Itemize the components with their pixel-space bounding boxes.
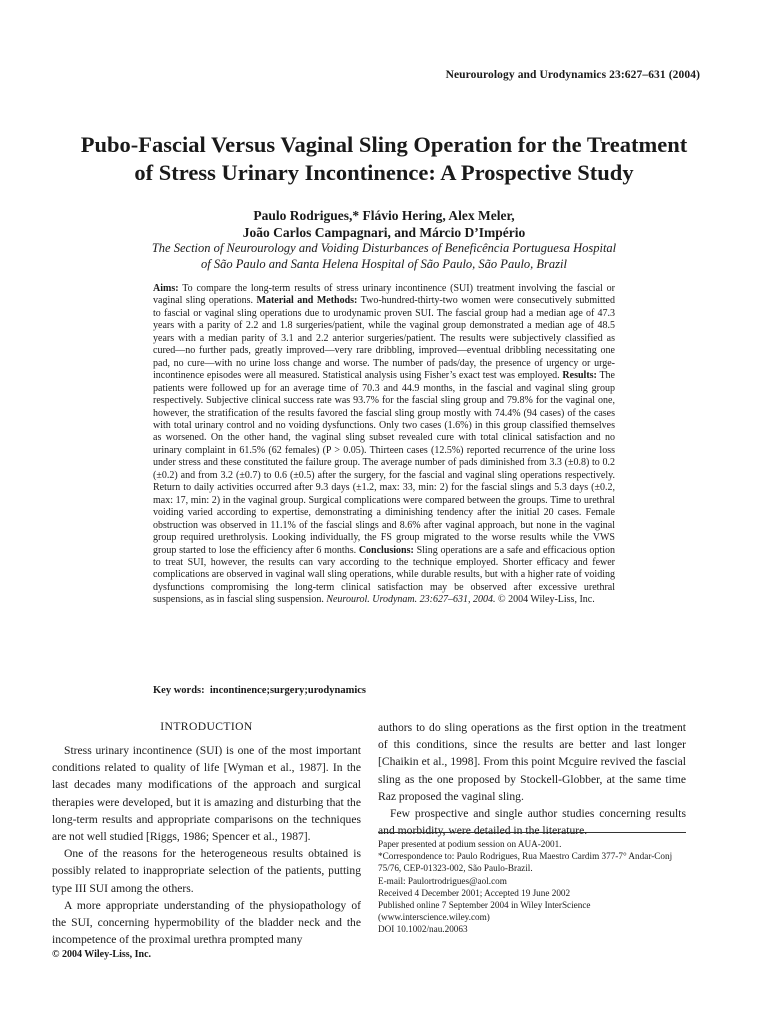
journal-citation: Neurourology and Urodynamics 23:627–631 (2004) [445,69,700,81]
title-line-1: Pubo-Fascial Versus Vaginal Sling Operation for the Treatment [80,132,688,157]
aims-text: To compare the long-term results of stress urinary incontinence (SUI) treatment involving the fascial or vaginal sling operations. [153,283,615,307]
body-column-right [378,719,686,839]
page-copyright: © 2004 Wiley-Liss, Inc. [52,949,152,960]
keywords-label: Key words: [153,685,205,696]
conclusions-label: Conclusions: [358,544,414,556]
footnote-email: E-mail: Paulortrodrigues@aol.com [378,875,507,886]
author-list [40,207,728,241]
keywords [153,685,615,696]
authors-line-2: João Carlos Campagnari, and Márcio D’Império [242,225,526,240]
keywords-text: incontinence;surgery;urodynamics [209,685,367,696]
results-label: Results: [562,370,597,382]
abstract [153,283,615,607]
results-text: The patients were followed up for an average time of 70.3 and 44.9 months, in the fascial and vaginal sling group respectively. Subjective clinical success rate was 93.7% for the fascial sling group and 79.8% for the vaginal one, however, the stratification of the results favored the fascial sling group mostly with 74.4% (94 cases) of the cases with total urinary control and no voiding dysfunctions. Only two cases (1.6%) in this group classified themselves as worsened. On the other hand, the vaginal sling subset revealed cure with total clinical satisfaction and no urinary complaint in 61.5% (62 females) (P > 0.05). Thirteen cases (12.5%) reported recurrence of the urine loss under stress and these constituted the failure group. The average number of pads diminished from 3.3 (±0.8) to 0.2 (±0.2) and from 3.2 (±0.7) to 0.6 (±0.5) after the surgery, for the fascial and vaginal sling operations respectively. Return to daily activities occurred after 9.3 days (±1.2, max: 33, min: 2) for the fascial slings and 5.3 days (±0.2, max: 17, min: 2) in the vaginal group. Surgical complications were compared between the groups. Time to urethral voiding varied according to expertise, demonstrating a diminishing tendency after the initial 20 cases. Female obstruction was observed in 11.1% of the fascial slings and 8.6% after vaginal approach, but none in the vaginal group required urethrolysis. Looking individually, the FS group migrated to the worse results while the VWS group started to lose the efficiency after 6 months. [153,370,615,556]
affiliation-line-2: of São Paulo and Santa Helena Hospital of São Paulo, São Paulo, Brazil [201,257,567,271]
footnotes [378,832,686,936]
methods-label: Material and Methods: [256,295,358,307]
methods-text: Two-hundred-thirty-two women were consecutively submitted to fascial or vaginal sling operations due to urodynamic proven SUI. The fascial group had a median age of 47.3 years with a parity of 2.2 and 1.8 surgeries/patient, while the vaginal group demonstrated a median age of 48.5 years with a median parity of 3.1 and 2.2 anterior surgeries/patient. The results were subjectively classified as cured—no further pads, greatly improved—very rare dribbling, improved—eventual dribbling necessitating one pad, no cure—with no urine loss change and worse. The number of pads/day, the presence of urgency or urge-incontinence episodes were all measured. Statistical analysis using Fisher’s exact test was employed. [153,295,615,382]
article-title [40,131,728,187]
body-paragraph-1: Stress urinary incontinence (SUI) is one of the most important conditions related to quality of life [Wyman et al., 1987]. In the last decades many modifications of the approach and surgical therapies were developed, but it is amazing and disturbing that the long-term results and appropriate comparisons on the techniques are not well studied [Riggs, 1986; Spencer et al., 1987]. [52,744,361,844]
footnote-doi: DOI 10.1002/nau.20063 [378,924,468,935]
authors-line-1: Paulo Rodrigues,* Flávio Hering, Alex Meler, [253,208,515,223]
aims-label: Aims: [153,283,179,294]
affiliation-line-1: The Section of Neurourology and Voiding Disturbances of Beneficência Portuguesa Hospital [151,241,617,255]
title-line-2: of Stress Urinary Incontinence: A Prospective Study [134,160,634,185]
footnote-correspondence: *Correspondence to: Paulo Rodrigues, Rua Maestro Cardim 377-7° Andar-Conj 75/76, CEP-01323-002, São Paulo-Brazil. [378,851,673,874]
abstract-citation: Neurourol. Urodynam. 23:627–631, 2004. [326,594,496,606]
body-paragraph-3-continued: authors to do sling operations as the first option in the treatment of this conditions, since the results are better and last longer [Chaikin et al., 1998]. From this point Mcguire revived the fascial sling as the one proposed by Stockell-Globber, at the same time Raz proposed the vaginal sling. [378,721,686,803]
abstract-copyright: © 2004 Wiley-Liss, Inc. [495,594,595,606]
body-column-left [52,718,361,948]
body-paragraph-4: Few prospective and single author studies concerning results and morbidity, were detailed in the literature. [378,807,686,838]
body-paragraph-3: A more appropriate understanding of the physiopathology of the SUI, concerning hypermobility of the bladder neck and the incompetence of the proximal urethra prompted many [52,898,361,947]
body-paragraph-2: One of the reasons for the heterogeneous results obtained is possibly related to inappropriate selection of the patients, putting type III SUI among the others. [52,847,361,895]
footnote-presented: Paper presented at podium session on AUA-2001. [378,839,562,849]
section-heading-introduction: INTRODUCTION [160,720,253,733]
footnote-published: Published online 7 September 2004 in Wiley InterScience (www.interscience.wiley.com) [378,900,591,923]
conclusions-text: Sling operations are a safe and efficacious option to treat SUI, however, the results can vary according to the technique employed. Shorter efficacy and fewer complications are observed in vaginal wall sling operations, while durable results, but with a higher rate of voiding dysfunctions compromising the long-term clinical satisfaction may be observed after excessive urethral suspensions, as in fascial sling suspension. [153,544,615,606]
affiliation [40,240,728,272]
footnote-received: Received 4 December 2001; Accepted 19 June 2002 [378,887,571,898]
